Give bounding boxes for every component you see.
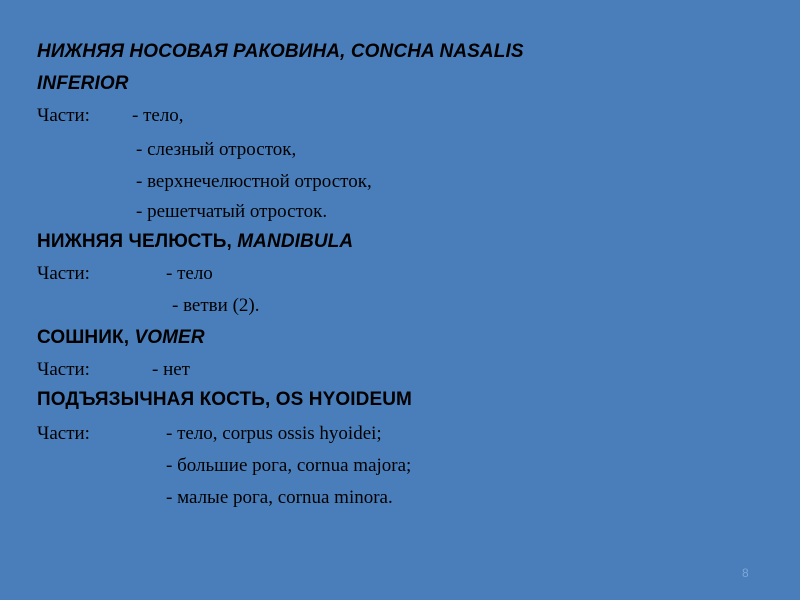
section-heading-hyoid <box>37 388 412 412</box>
parts-label: Части: <box>37 105 90 126</box>
part-item: - ветви (2). <box>172 295 260 316</box>
part-item: - нет <box>152 359 190 380</box>
slide-number: 8 <box>742 566 749 580</box>
section-heading-concha <box>37 40 524 64</box>
heading-text-ru: НИЖНЯЯ ЧЕЛЮСТЬ, <box>37 231 232 252</box>
section-heading-vomer <box>37 326 205 350</box>
part-item: - малые рога, cornua minora. <box>166 487 393 508</box>
parts-row <box>37 104 90 128</box>
section-heading-mandibula <box>37 230 353 254</box>
heading-text-ru: СОШНИК, <box>37 327 130 348</box>
part-item: - решетчатый отросток. <box>136 201 328 222</box>
heading-text-lat: VOMER <box>134 327 205 348</box>
part-item: - верхнечелюстной отросток, <box>136 171 372 192</box>
part-item: - тело, corpus ossis hyoidei; <box>166 423 382 444</box>
parts-label: Части: <box>37 263 90 284</box>
part-item: - тело <box>166 263 213 284</box>
heading-text: INFERIOR <box>37 73 129 94</box>
part-item: - слезный отросток, <box>136 139 297 160</box>
section-heading-concha-cont <box>37 72 129 96</box>
parts-label: Части: <box>37 359 90 380</box>
heading-text: НИЖНЯЯ НОСОВАЯ РАКОВИНА, CONCHA NASALIS <box>37 41 524 62</box>
parts-label: Части: <box>37 423 90 444</box>
heading-text: ПОДЪЯЗЫЧНАЯ КОСТЬ, OS HYOIDEUM <box>37 389 412 410</box>
part-item: - тело, <box>132 105 184 126</box>
part-item: - большие рога, cornua majora; <box>166 455 412 476</box>
heading-text-lat: MANDIBULA <box>237 231 354 252</box>
